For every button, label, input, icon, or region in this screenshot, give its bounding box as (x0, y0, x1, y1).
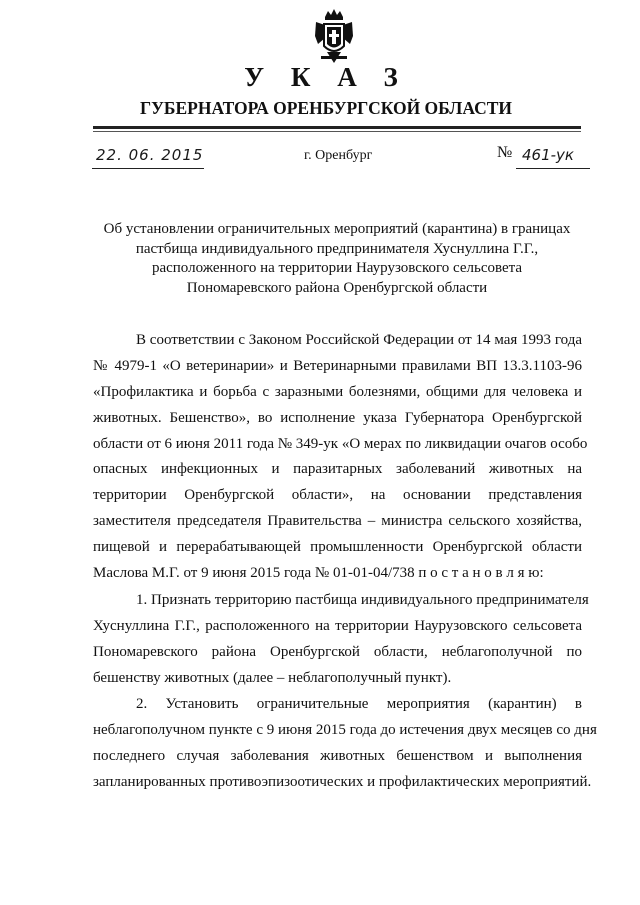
body-line: Хуснуллина Г.Г., расположенного на территории Наурузовского сельсовета (93, 617, 582, 634)
body-line: животных. Бешенство», во исполнение указа Губернатора Оренбургской (93, 409, 582, 426)
decree-subject (92, 220, 582, 298)
body-line: Пономаревского района Оренбургской области, неблагополучной по (93, 643, 582, 660)
body-line: пищевой и перерабатывающей промышленности Оренбургской области (93, 539, 582, 556)
subject-line: Об установлении ограничительных мероприятий (карантина) в границах (103, 221, 571, 237)
number-label: № (497, 144, 513, 161)
city-label: г. Оренбург (304, 148, 373, 163)
body-line: № 4979-1 «О ветеринарии» и Ветеринарными правилами ВП 13.3.1103-96 (93, 357, 582, 374)
number-value: 461-ук (522, 146, 574, 164)
date-field (92, 146, 204, 169)
subject-line: Пономаревского района Оренбургской области (186, 279, 488, 296)
body-line: запланированных противоэпизоотических и профилактических мероприятий. (93, 773, 592, 790)
decree-title: У К А З (244, 62, 408, 92)
body-line: «Профилактика и борьба с заразными болезнями, общими для человека и (93, 383, 582, 400)
body-line: заместителя председателя Правительства – министра сельского хозяйства, (93, 513, 582, 530)
subject-line: пастбища индивидуального предпринимателя Хуснуллина Г.Г., (135, 240, 539, 257)
number-field (516, 146, 590, 169)
body-line: области от 6 июня 2011 года № 349-ук «О мерах по ликвидации очагов особо (93, 435, 588, 452)
subject-line: расположенного на территории Наурузовского сельсовета (151, 260, 523, 276)
preamble-paragraph (93, 328, 588, 587)
date-value: 22. 06. 2015 (96, 146, 204, 164)
clause-1-paragraph (93, 588, 589, 692)
issuing-authority: ГУБЕРНАТОРА ОРЕНБУРГСКОЙ ОБЛАСТИ (139, 98, 513, 118)
body-line: 1. Признать территорию пастбища индивидуального предпринимателя (136, 592, 589, 608)
body-line: бешенству животных (далее – неблагополучный пункт). (93, 669, 452, 686)
body-line: Маслова М.Г. от 9 июня 2015 года № 01-01-04/738 п о с т а н о в л я ю: (93, 565, 544, 582)
clause-2-paragraph (93, 692, 597, 796)
body-line: территории Оренбургской области», на основании представления (93, 487, 582, 504)
body-line: неблагополучном пункте с 9 июня 2015 года до истечения двух месяцев со дня (93, 721, 597, 738)
body-line: В соответствии с Законом Российской Федерации от 14 мая 1993 года (136, 332, 582, 348)
coat-of-arms-icon (313, 8, 355, 64)
body-line: опасных инфекционных и паразитарных заболеваний животных на (93, 461, 582, 478)
body-line: последнего случая заболевания животных бешенством и выполнения (93, 747, 582, 764)
body-line: 2. Установить ограничительные мероприятия (карантин) в (136, 696, 582, 712)
header-rule-thick (93, 126, 581, 129)
header-rule-thin (93, 131, 581, 132)
